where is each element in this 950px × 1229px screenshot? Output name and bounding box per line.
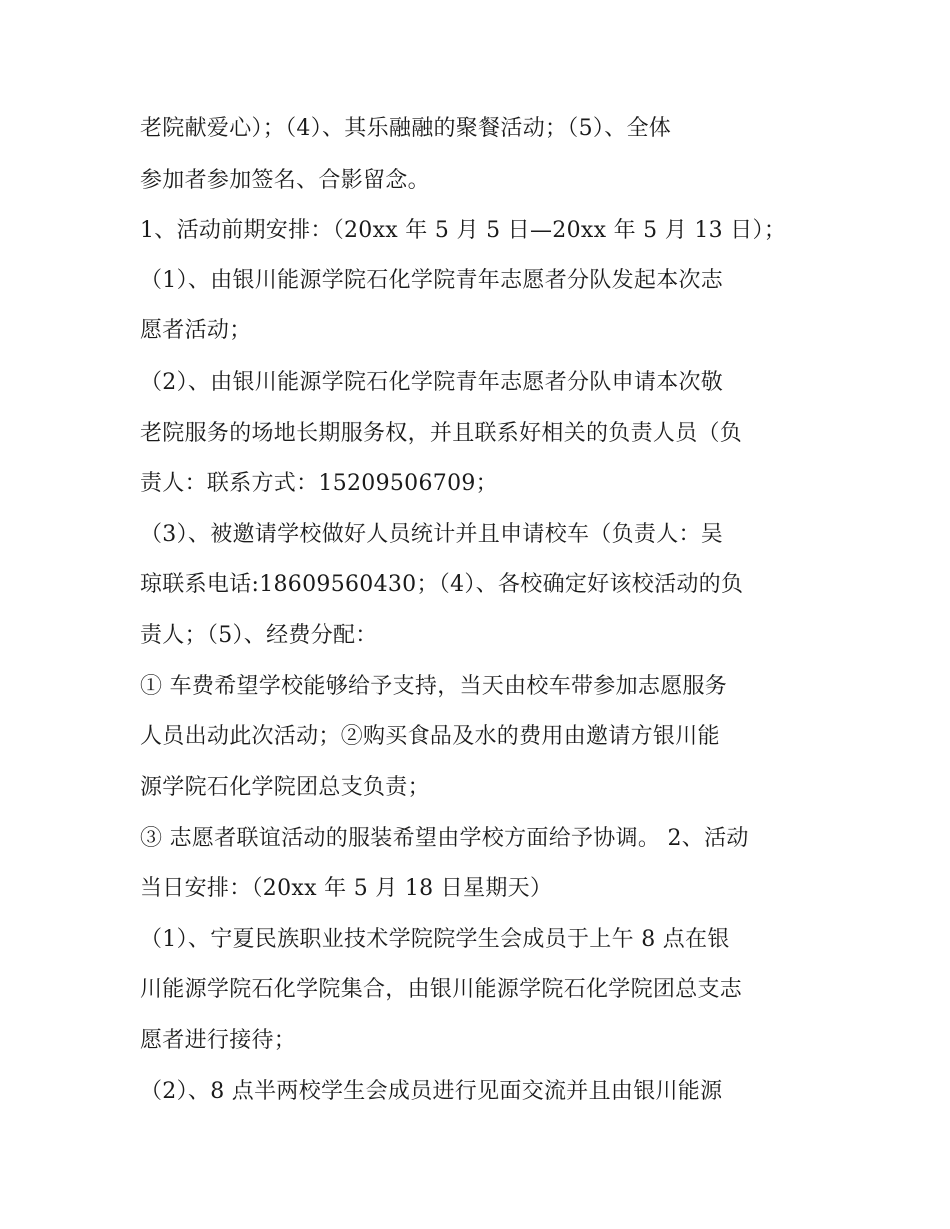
text-line: 责人：联系方式：15209506709； [140, 471, 498, 496]
text-line: 琼联系电话:18609560430；（4）、各校确定好该校活动的负 [140, 572, 744, 597]
text-line: 老院献爱心）；（4）、其乐融融的聚餐活动；（5）、全体 [140, 116, 672, 141]
text-line: （1）、宁夏民族职业技术学院院学生会成员于上午 8 点在银 [140, 927, 730, 952]
text-line: ③ 志愿者联谊活动的服装希望由学校方面给予协调。 2、活动 [140, 826, 749, 851]
text-line: ① 车费希望学校能够给予支持，当天由校车带参加志愿服务 [140, 674, 728, 699]
text-line: 人员出动此次活动；②购买食品及水的费用由邀请方银川能 [140, 724, 720, 749]
text-line: （2）、由银川能源学院石化学院青年志愿者分队申请本次敬 [140, 370, 724, 395]
text-line: 愿者活动； [140, 318, 252, 343]
text-line: 当日安排：（20xx 年 5 月 18 日星期天） [140, 876, 553, 901]
text-line: （3）、被邀请学校做好人员统计并且申请校车（负责人：吴 [140, 522, 724, 547]
text-line: （2）、8 点半两校学生会成员进行见面交流并且由银川能源 [140, 1079, 723, 1104]
text-line: 责人；（5）、经费分配： [140, 623, 378, 648]
text-line: 老院服务的场地长期服务权，并且联系好相关的负责人员（负 [140, 421, 743, 446]
text-line: 川能源学院石化学院集合，由银川能源学院石化学院团总支志 [140, 977, 743, 1002]
text-line: 参加者参加签名、合影留念。 [140, 168, 430, 193]
text-line: 源学院石化学院团总支负责； [140, 775, 430, 800]
text-line: 愿者进行接待； [140, 1028, 297, 1053]
text-line: （1）、由银川能源学院石化学院青年志愿者分队发起本次志 [140, 268, 724, 293]
text-line: 1、活动前期安排：（20xx 年 5 月 5 日—20xx 年 5 月 13 日）； [140, 218, 787, 243]
